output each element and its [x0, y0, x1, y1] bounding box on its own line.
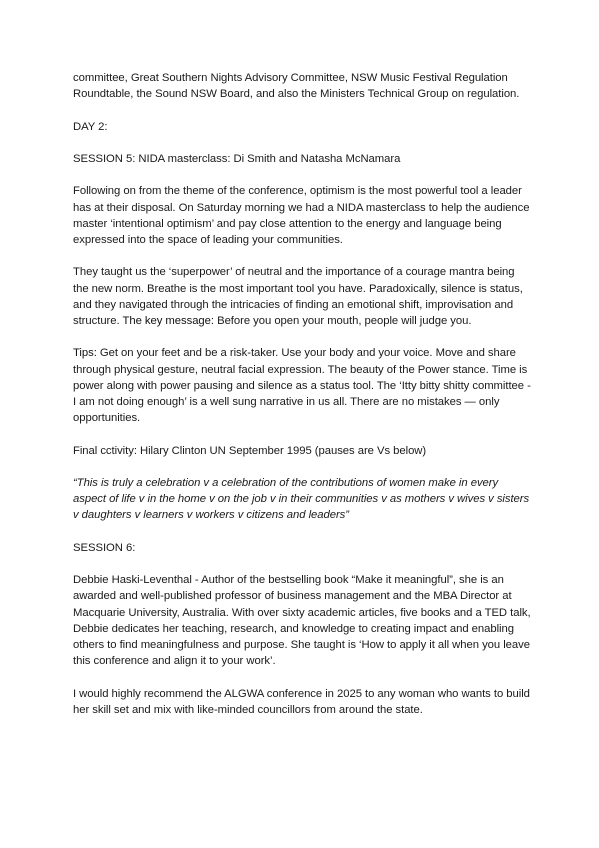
tips-text: Get on your feet and be a risk-taker. Use your body and your voice. Move and share through physical gesture, neutral facial expression. The beauty of the Power stance. Time is power along with power pausing and silence as a status tool. The ‘Itty bitty shitty committee - I am not doing enough’ is a well sung narrative in us all. There are no mistakes — only opportunities. [73, 347, 531, 425]
heading-day-2: DAY 2: [73, 120, 108, 133]
paragraph-tips [73, 345, 533, 426]
paragraph-superpower [73, 264, 533, 329]
paragraph-committees: committee, Great Southern Nights Advisory Committee, NSW Music Festival Regulation Roundtable, the Sound NSW Board, and also the Ministers Technical Group on regulation. [73, 72, 520, 101]
document-page [73, 70, 533, 734]
tips-label: Tips: [73, 347, 97, 360]
superpower-text: They taught us the ‘superpower’ of neutral and the importance of a courage mantra being the new norm. Breathe is the most important tool you have. Paradoxically, silence is status, and they navigated through the intricacies of finding an emotional shift, improvisation and structure. [73, 266, 523, 327]
key-message-text: Before you open your mouth, people will judge you. [214, 314, 472, 327]
key-message-label: The key message: [122, 314, 214, 327]
paragraph-final-activity: Final cctivity: Hilary Clinton UN September 1995 (pauses are Vs below) [73, 444, 427, 457]
paragraph-debbie: Debbie Haski-Leventhal - Author of the bestselling book “Make it meaningful”, she is an awarded and well-published professor of business management and the MBA Director at Macquarie University, Australia. With over sixty academic articles, five books and a TED talk, Debbie dedicates her teaching, research, and knowledge to creating impact and enabling others to find meaningfulness and purpose. She taught is ‘How to apply it all when you leave this conference and align it to your work’. [73, 574, 531, 668]
heading-session-5: SESSION 5: NIDA masterclass: Di Smith and Natasha McNamara [73, 152, 401, 165]
paragraph-recommendation: I would highly recommend the ALGWA conference in 2025 to any woman who wants to build her skill set and mix with like-minded councillors from around the state. [73, 687, 530, 716]
paragraph-optimism: Following on from the theme of the conference, optimism is the most powerful tool a leader has at their disposal. On Saturday morning we had a NIDA masterclass to help the audience master ‘intentional optimism’ and pay close attention to the energy and language being expressed into the space of leading your communities. [73, 185, 530, 246]
quote-hilary-clinton: “This is truly a celebration v a celebration of the contributions of women make in every aspect of life v in the home v on the job v in their communities v as mothers v wives v sisters v daughters v learners v workers v citizens and leaders” [73, 476, 530, 522]
heading-session-6: SESSION 6: [73, 541, 136, 554]
